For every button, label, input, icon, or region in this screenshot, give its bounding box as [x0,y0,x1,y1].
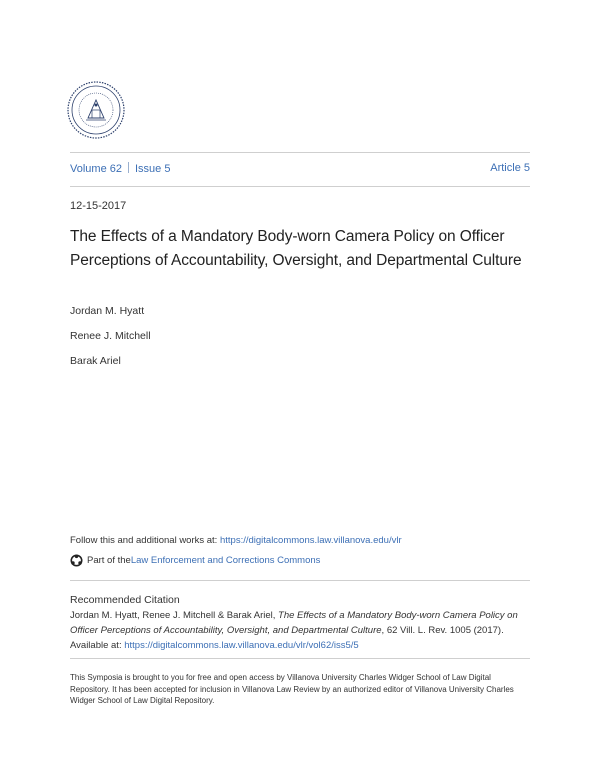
author-name: Renee J. Mitchell [70,330,151,342]
issue-link[interactable]: Issue 5 [134,163,171,175]
article-link[interactable]: Article 5 [490,162,530,174]
repository-notice: This Symposia is brought to you for free and open access by Villanova University Charles Widger School of Law Digital Repository. It has been accepted for inclusion in Villanova Law Review by an authorized editor of Villanova University Charles Widger School of Law Digital Repository. [70,673,514,705]
follow-line [70,535,402,546]
header-divider [70,152,530,153]
commons-link[interactable]: Law Enforcement and Corrections Commons [130,555,321,566]
author-name: Barak Ariel [70,355,121,367]
author-name: Jordan M. Hyatt [70,305,145,317]
available-prefix: Available at: [70,640,125,651]
commons-network-icon [70,554,83,567]
university-seal-icon [66,80,126,140]
issue-divider [70,186,530,187]
recommended-citation-heading: Recommended Citation [70,594,180,606]
follow-prefix: Follow this and additional works at: [70,535,220,546]
publication-date: 12-15-2017 [70,200,127,212]
volume-link[interactable]: Volume 62 [70,163,122,175]
citation-source: , 62 Vill. L. Rev. 1005 (2017). [381,625,504,636]
citation-divider [70,580,530,581]
part-of-line [70,554,320,567]
citation-authors: Jordan M. Hyatt, Renee J. Mitchell & Barak Ariel, [70,610,279,621]
part-of-prefix: Part of the [87,555,131,566]
footer-divider [70,658,530,659]
issue-separator [128,162,129,173]
issue-bar [70,162,530,178]
author-list [70,304,151,379]
follow-link[interactable]: https://digitalcommons.law.villanova.edu/vlr [219,535,402,546]
article-title: The Effects of a Mandatory Body-worn Camera Policy on Officer Perceptions of Accountability, Oversight, and Departmental Culture [70,228,522,269]
citation-title: The Effects of a Mandatory Body-worn Camera Policy on Officer Perceptions of Accountability, Oversight, and Departmental Culture [70,610,518,636]
citation-text [70,608,535,653]
available-link[interactable]: https://digitalcommons.law.villanova.edu/vlr/vol62/iss5/5 [124,640,359,651]
